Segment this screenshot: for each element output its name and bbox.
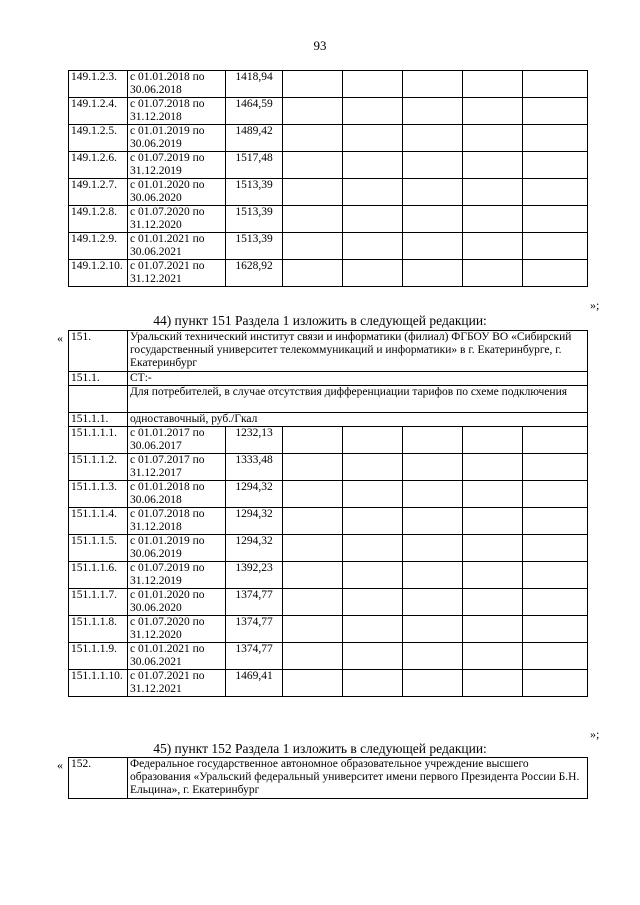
empty-cell: [523, 260, 588, 287]
period-start: с 01.07.2018 по: [130, 508, 205, 520]
table-row: [69, 508, 588, 535]
empty-cell: [283, 98, 343, 125]
row-number: 149.1.2.10.: [69, 260, 128, 287]
empty-cell: [403, 427, 463, 454]
empty-cell: [523, 508, 588, 535]
table-row: [69, 643, 588, 670]
empty-cell: [283, 71, 343, 98]
empty-cell: [343, 98, 403, 125]
tariff-value: 1374,77: [226, 643, 283, 670]
period-start: с 01.07.2021 по: [130, 670, 205, 682]
empty-cell: [403, 179, 463, 206]
empty-cell: [523, 589, 588, 616]
period-end: 31.12.2020: [130, 629, 182, 641]
period-end: 30.06.2021: [130, 246, 182, 258]
empty-cell: [463, 454, 523, 481]
empty-cell: [283, 562, 343, 589]
row-number: 149.1.2.9.: [69, 233, 128, 260]
empty-cell: [343, 125, 403, 152]
period-end: 31.12.2019: [130, 575, 182, 587]
period: [128, 589, 226, 616]
empty-cell: [523, 71, 588, 98]
empty-cell: [463, 125, 523, 152]
empty-cell: [343, 179, 403, 206]
table-row: [69, 481, 588, 508]
empty-cell: [523, 643, 588, 670]
tariff-value: 1294,32: [226, 481, 283, 508]
period: [128, 98, 226, 125]
table-row: [69, 670, 588, 697]
period-end: 30.06.2017: [130, 440, 182, 452]
table-row: [69, 616, 588, 643]
empty-cell: [283, 125, 343, 152]
rate-number: 151.1.1.: [69, 413, 128, 427]
table-row: [69, 98, 588, 125]
period: [128, 179, 226, 206]
row-number: 149.1.2.6.: [69, 152, 128, 179]
row-number: 151.1.1.7.: [69, 589, 128, 616]
close-quote: »;: [590, 727, 600, 741]
org-number: 152.: [69, 758, 128, 799]
open-quote: «: [57, 758, 63, 772]
period-end: 30.06.2020: [130, 602, 182, 614]
empty-cell: [403, 98, 463, 125]
org-name: Федеральное государственное автономное образовательное учреждение высшего образования «Уральский федеральный университет имени первого Президента России Б.Н. Ельцина», г. Екатеринбург: [128, 758, 588, 799]
row-number: 151.1.1.6.: [69, 562, 128, 589]
period-start: с 01.07.2018 по: [130, 98, 205, 110]
open-quote: «: [57, 331, 63, 345]
ct-label: СТ:-: [128, 372, 588, 386]
tariff-value: 1392,23: [226, 562, 283, 589]
empty-cell: [463, 535, 523, 562]
period-start: с 01.07.2017 по: [130, 454, 205, 466]
empty-cell: [343, 152, 403, 179]
empty-cell: [343, 562, 403, 589]
empty-cell: [523, 535, 588, 562]
empty-cell: [283, 206, 343, 233]
table-row: [69, 562, 588, 589]
empty-cell: [403, 670, 463, 697]
period: [128, 206, 226, 233]
period-start: с 01.01.2018 по: [130, 71, 205, 83]
empty-cell: [403, 233, 463, 260]
empty-cell: [463, 616, 523, 643]
empty-cell: [343, 508, 403, 535]
empty-cell: [403, 616, 463, 643]
empty-cell: [283, 535, 343, 562]
tariff-value: 1628,92: [226, 260, 283, 287]
row-number: 151.1.1.4.: [69, 508, 128, 535]
period-start: с 01.01.2020 по: [130, 179, 205, 191]
period-end: 31.12.2017: [130, 467, 182, 479]
period-start: с 01.07.2021 по: [130, 260, 205, 272]
period-end: 31.12.2018: [130, 111, 182, 123]
empty-cell: [343, 427, 403, 454]
empty-cell: [463, 481, 523, 508]
period-start: с 01.07.2020 по: [130, 206, 205, 218]
tariff-value: 1418,94: [226, 71, 283, 98]
period-end: 30.06.2019: [130, 138, 182, 150]
empty-cell: [343, 535, 403, 562]
empty-cell: [283, 233, 343, 260]
tariff-value: 1374,77: [226, 589, 283, 616]
empty-cell: [343, 260, 403, 287]
section-heading-45: 45) пункт 152 Раздела 1 изложить в следующей редакции:: [153, 741, 487, 756]
tariff-value: 1464,59: [226, 98, 283, 125]
empty-cell: [343, 206, 403, 233]
empty-cell: [283, 454, 343, 481]
empty-cell: [343, 71, 403, 98]
empty-cell: [463, 206, 523, 233]
period-end: 30.06.2020: [130, 192, 182, 204]
empty-cell: [343, 589, 403, 616]
tariff-value: 1469,41: [226, 670, 283, 697]
empty-cell: [523, 562, 588, 589]
rate-label: одноставочный, руб./Гкал: [128, 413, 588, 427]
table-row: [69, 535, 588, 562]
empty-cell: [523, 454, 588, 481]
row-number: 149.1.2.4.: [69, 98, 128, 125]
row-number: 149.1.2.7.: [69, 179, 128, 206]
table-row: [69, 206, 588, 233]
period-start: с 01.01.2019 по: [130, 125, 205, 137]
empty-cell: [403, 125, 463, 152]
empty-cell: [463, 152, 523, 179]
period: [128, 481, 226, 508]
period-end: 30.06.2018: [130, 84, 182, 96]
period-start: с 01.01.2018 по: [130, 481, 205, 493]
tariff-value: 1294,32: [226, 535, 283, 562]
empty-cell: [523, 152, 588, 179]
empty-cell: [463, 233, 523, 260]
period-start: с 01.07.2020 по: [130, 616, 205, 628]
table-row: [69, 260, 588, 287]
period: [128, 562, 226, 589]
period-start: с 01.01.2020 по: [130, 589, 205, 601]
table-row: [69, 125, 588, 152]
table-row: [69, 233, 588, 260]
close-quote: »;: [590, 298, 600, 312]
period-end: 31.12.2019: [130, 165, 182, 177]
row-number: 149.1.2.3.: [69, 71, 128, 98]
empty-cell: [463, 562, 523, 589]
period: [128, 616, 226, 643]
tariff-value: 1513,39: [226, 206, 283, 233]
period-end: 31.12.2018: [130, 521, 182, 533]
period-end: 31.12.2020: [130, 219, 182, 231]
tariff-value: 1232,13: [226, 427, 283, 454]
empty-cell: [403, 643, 463, 670]
ct-number: 151.1.: [69, 372, 128, 386]
period-end: 30.06.2021: [130, 656, 182, 668]
tariff-value: 1489,42: [226, 125, 283, 152]
table-row: [69, 179, 588, 206]
empty-cell: [69, 386, 128, 413]
period: [128, 535, 226, 562]
empty-cell: [283, 508, 343, 535]
empty-cell: [343, 670, 403, 697]
tariff-value: 1374,77: [226, 616, 283, 643]
empty-cell: [403, 589, 463, 616]
empty-cell: [403, 562, 463, 589]
row-number: 151.1.1.9.: [69, 643, 128, 670]
empty-cell: [463, 508, 523, 535]
tariff-table-149: [68, 70, 588, 287]
empty-cell: [403, 508, 463, 535]
table-row: [69, 589, 588, 616]
empty-cell: [343, 233, 403, 260]
empty-cell: [523, 179, 588, 206]
empty-cell: [463, 260, 523, 287]
table-row: [69, 71, 588, 98]
empty-cell: [283, 260, 343, 287]
empty-cell: [343, 616, 403, 643]
period-start: с 01.01.2017 по: [130, 427, 205, 439]
period-end: 30.06.2019: [130, 548, 182, 560]
empty-cell: [403, 535, 463, 562]
empty-cell: [403, 481, 463, 508]
period-start: с 01.01.2021 по: [130, 643, 205, 655]
period-start: с 01.07.2019 по: [130, 562, 205, 574]
row-number: 151.1.1.2.: [69, 454, 128, 481]
period: [128, 233, 226, 260]
period: [128, 71, 226, 98]
empty-cell: [343, 481, 403, 508]
empty-cell: [463, 670, 523, 697]
table-row: [69, 152, 588, 179]
empty-cell: [523, 206, 588, 233]
empty-cell: [403, 260, 463, 287]
period: [128, 125, 226, 152]
empty-cell: [283, 589, 343, 616]
row-number: 151.1.1.5.: [69, 535, 128, 562]
period-end: 31.12.2021: [130, 273, 182, 285]
empty-cell: [463, 589, 523, 616]
org-number: 151.: [69, 331, 128, 372]
section-heading-44: 44) пункт 151 Раздела 1 изложить в следующей редакции:: [153, 313, 487, 328]
row-number: 151.1.1.8.: [69, 616, 128, 643]
period-end: 30.06.2018: [130, 494, 182, 506]
row-number: 151.1.1.3.: [69, 481, 128, 508]
empty-cell: [463, 98, 523, 125]
period: [128, 508, 226, 535]
row-number: 149.1.2.8.: [69, 206, 128, 233]
empty-cell: [343, 643, 403, 670]
empty-cell: [523, 98, 588, 125]
empty-cell: [523, 427, 588, 454]
period-start: с 01.07.2019 по: [130, 152, 205, 164]
empty-cell: [523, 616, 588, 643]
period-start: с 01.01.2021 по: [130, 233, 205, 245]
period: [128, 260, 226, 287]
tariff-value: 1333,48: [226, 454, 283, 481]
period: [128, 670, 226, 697]
empty-cell: [283, 481, 343, 508]
empty-cell: [523, 125, 588, 152]
period: [128, 454, 226, 481]
page-number: 93: [313, 38, 327, 53]
period: [128, 643, 226, 670]
empty-cell: [403, 71, 463, 98]
empty-cell: [283, 152, 343, 179]
table-row: [69, 454, 588, 481]
empty-cell: [403, 206, 463, 233]
empty-cell: [523, 481, 588, 508]
empty-cell: [343, 454, 403, 481]
empty-cell: [283, 643, 343, 670]
row-number: 149.1.2.5.: [69, 125, 128, 152]
empty-cell: [283, 427, 343, 454]
period: [128, 152, 226, 179]
period-end: 31.12.2021: [130, 683, 182, 695]
empty-cell: [283, 670, 343, 697]
empty-cell: [283, 616, 343, 643]
empty-cell: [463, 71, 523, 98]
empty-cell: [463, 427, 523, 454]
empty-cell: [463, 179, 523, 206]
row-number: 151.1.1.10.: [69, 670, 128, 697]
empty-cell: [523, 233, 588, 260]
org-name: Уральский технический институт связи и информатики (филиал) ФГБОУ ВО «Сибирский государственный университет телекоммуникаций и информатики» в г. Екатеринбурге, г. Екатеринбург: [128, 331, 588, 372]
tariff-value: 1513,39: [226, 233, 283, 260]
tariff-value: 1513,39: [226, 179, 283, 206]
empty-cell: [283, 179, 343, 206]
period: [128, 427, 226, 454]
tariff-table-152: [68, 757, 588, 799]
table-row: [69, 427, 588, 454]
empty-cell: [403, 454, 463, 481]
period-start: с 01.01.2019 по: [130, 535, 205, 547]
empty-cell: [463, 643, 523, 670]
tariff-value: 1517,48: [226, 152, 283, 179]
tariff-value: 1294,32: [226, 508, 283, 535]
empty-cell: [403, 152, 463, 179]
empty-cell: [523, 670, 588, 697]
consumers-text: Для потребителей, в случае отсутствия дифференциации тарифов по схеме подключения: [128, 386, 588, 413]
row-number: 151.1.1.1.: [69, 427, 128, 454]
tariff-table-151: [68, 330, 588, 697]
